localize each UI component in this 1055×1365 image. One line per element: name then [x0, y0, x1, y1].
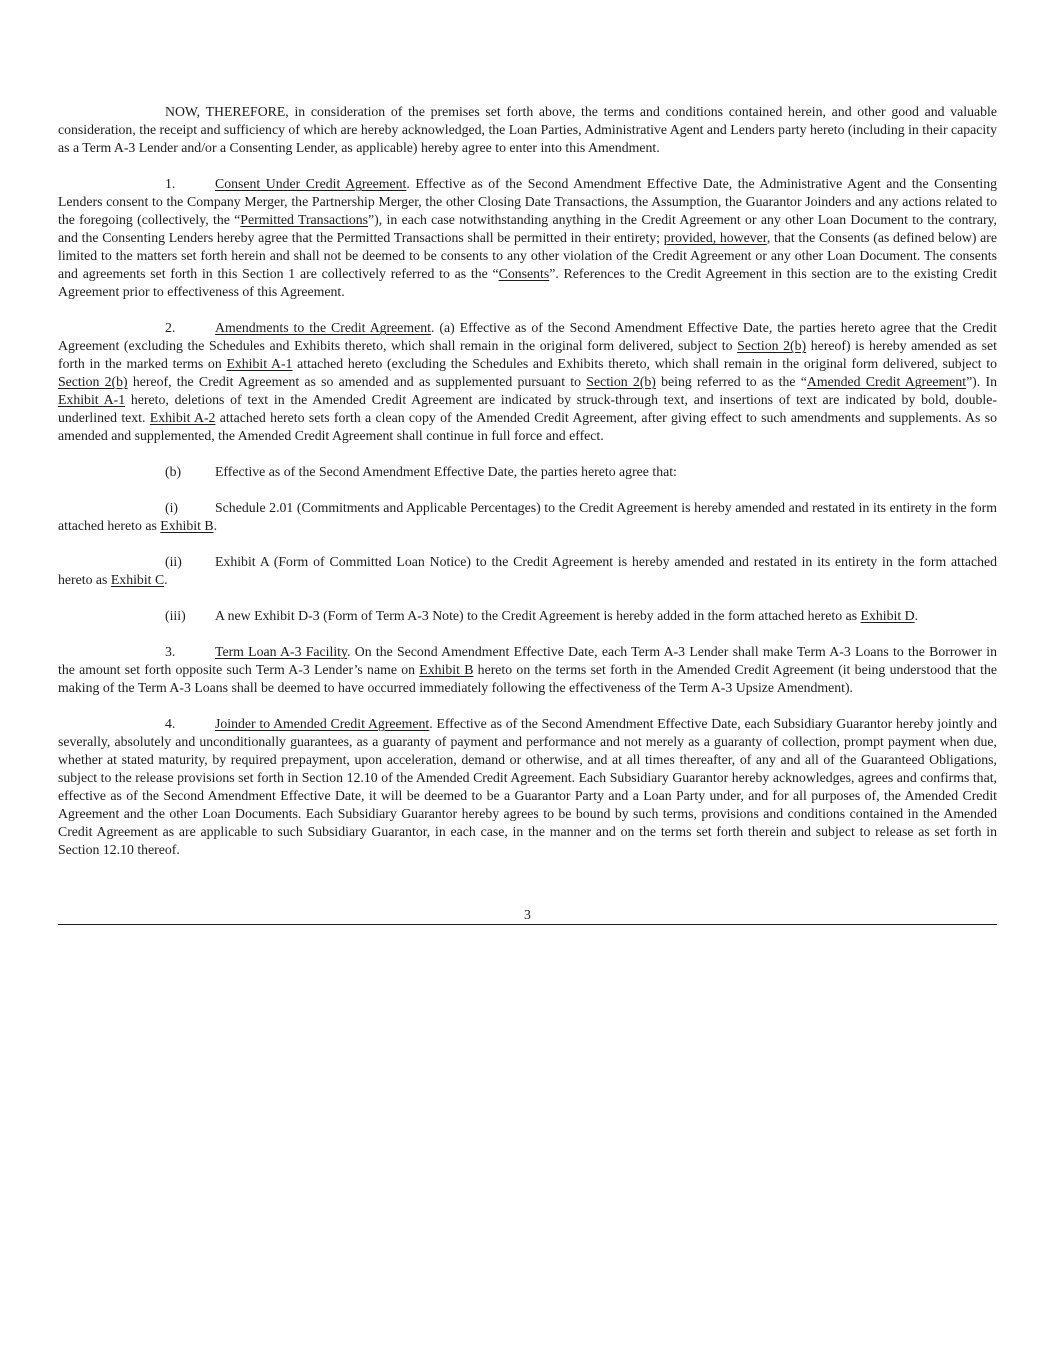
- item-iii-text: A new Exhibit D-3 (Form of Term A-3 Note) to the Credit Agreement is hereby added in the form attached hereto as: [215, 608, 861, 623]
- section-4-text: . Effective as of the Second Amendment Effective Date, each Subsidiary Guarantor hereby jointly and severally, absolutely and unconditionally guarantees, as a guaranty of payment and performance and not merely as a guaranty of collection, prompt payment when due, whether at stated maturity, by required prepayment, upon acceleration, demand or otherwise, and at all times thereafter, of any and all of the Guaranteed Obligations, subject to the release provisions set forth in Section 12.10 of the Amended Credit Agreement. Each Subsidiary Guarantor hereby acknowledges, agrees and confirms that, effective as of the Second Amendment Effective Date, it will be deemed to be a Guarantor Party and a Loan Party under, and for all purposes of, the Amended Credit Agreement and the other Loan Documents. Each Subsidiary Guarantor hereby agrees to be bound by such terms, provisions and conditions contained in the Amended Credit Agreement as are applicable to such Subsidiary Guarantor, in each case, in the manner and on the terms set forth therein and subject to release as set forth in Section 12.10 thereof.: [58, 716, 997, 857]
- section-2-text: hereto, deletions of text in the Amended Credit Agreement are indicated by struck-through text, and insertions of text are indicated by bold, double-underlined text.: [58, 392, 997, 425]
- consents-term: Consents: [498, 266, 550, 281]
- section-1-text: ”), in each case notwithstanding anything in the Credit Agreement or any other Loan Document to the contrary, and the Consenting Lenders hereby agree that the Permitted Transactions shall be permitted in their entirety;: [58, 212, 997, 245]
- section-1-text: , that the Consents (as defined below) are limited to the matters set forth herein and shall not be deemed to be consents to any other violation of the Credit Agreement or any other Loan Document. The consents and agreements set forth in this Section 1 are collectively referred to as the “: [58, 230, 998, 281]
- exhibit-a2-reference: Exhibit A-2: [149, 410, 216, 425]
- item-ii-paragraph: [58, 553, 997, 589]
- page-footer: [58, 906, 997, 925]
- section-3-heading: Term Loan A-3 Facility: [215, 644, 348, 659]
- section-3-text: . On the Second Amendment Effective Date, each Term A-3 Lender shall make Term A-3 Loans to the Borrower in the amount set forth opposite such Term A-3 Lender’s name on: [58, 644, 997, 677]
- section-1-number: 1.: [165, 176, 176, 191]
- section-2-text: being referred to as the “: [655, 374, 807, 389]
- item-ii-text: Exhibit A (Form of Committed Loan Notice) to the Credit Agreement is hereby amended and restated in its entirety in the form attached hereto as: [58, 554, 997, 587]
- item-iii-label: (iii): [165, 608, 186, 623]
- section-3-number: 3.: [165, 644, 176, 659]
- section-1-heading: Consent Under Credit Agreement: [215, 176, 407, 191]
- proviso-term: provided, however: [663, 230, 767, 245]
- item-i-text: Schedule 2.01 (Commitments and Applicable Percentages) to the Credit Agreement is hereby amended and restated in its entirety in the form attached hereto as: [58, 500, 997, 533]
- section-1-text: . Effective as of the Second Amendment Effective Date, the Administrative Agent and the Consenting Lenders consent to the Company Merger, the Partnership Merger, the other Closing Date Transactions, the Assumption, the Guarantor Joinders and any actions related to the foregoing (collectively, the “: [58, 176, 997, 227]
- exhibit-b-reference: Exhibit B: [160, 518, 214, 533]
- item-ii-label: (ii): [165, 554, 182, 569]
- section-2-text: attached hereto (excluding the Schedules and Exhibits thereto, which shall remain in the original form delivered, subject to: [292, 356, 997, 371]
- exhibit-a1-reference: Exhibit A-1: [58, 392, 126, 407]
- section-2-text: attached hereto sets forth a clean copy of the Amended Credit Agreement, after giving effect to such amendments and supplements. As so amended and supplemented, the Amended Credit Agreement shall continue in full force and effect.: [58, 410, 997, 443]
- footer-divider: [58, 924, 997, 925]
- section-2b-label: (b): [165, 464, 182, 479]
- intro-paragraph: [58, 103, 997, 157]
- section-1-text: ”. References to the Credit Agreement in this section are to the existing Credit Agreement prior to effectiveness of this Agreement.: [58, 266, 997, 299]
- section-2-text: . (a) Effective as of the Second Amendment Effective Date, the parties hereto agree that the Credit Agreement (excluding the Schedules and Exhibits thereto, which shall remain in the original form delivered, subject to: [58, 320, 997, 353]
- section-2-text: hereof, the Credit Agreement as so amended and as supplemented pursuant to: [127, 374, 587, 389]
- item-i-label: (i): [165, 500, 179, 515]
- section-2-heading: Amendments to the Credit Agreement: [215, 320, 431, 335]
- section-2b-paragraph: [58, 463, 997, 481]
- item-ii-text: .: [164, 572, 168, 587]
- section-reference: Section 2(b): [737, 338, 807, 353]
- item-i-text: .: [213, 518, 218, 533]
- intro-text: NOW, THEREFORE, in consideration of the premises set forth above, the terms and conditions contained herein, and other good and valuable consideration, the receipt and sufficiency of which are hereby acknowledged, the Loan Parties, Administrative Agent and Lenders party hereto (including in their capacity as a Term A-3 Lender and/or a Consenting Lender, as applicable) hereby agree to enter into this Amendment.: [58, 104, 997, 155]
- page-number: 3: [524, 907, 531, 922]
- item-iii-text: .: [914, 608, 919, 623]
- section-4-paragraph: [58, 715, 997, 859]
- permitted-transactions-term: Permitted Transactions: [240, 212, 369, 227]
- exhibit-c-reference: Exhibit C: [110, 572, 165, 587]
- section-3-paragraph: [58, 643, 997, 697]
- section-2-text: hereof) is hereby amended as set forth in the marked terms on: [58, 338, 997, 371]
- section-2-text: ”). In: [966, 374, 997, 389]
- item-i-paragraph: [58, 499, 997, 535]
- item-iii-paragraph: [58, 607, 997, 625]
- section-3-text: hereto on the terms set forth in the Amended Credit Agreement (it being understood that the making of the Term A-3 Loans shall be deemed to have occurred immediately following the effectiveness of the Term A-3 Upsize Amendment).: [58, 662, 998, 695]
- exhibit-a1-reference: Exhibit A-1: [226, 356, 293, 371]
- section-2b-text: Effective as of the Second Amendment Effective Date, the parties hereto agree that:: [215, 464, 677, 479]
- section-4-heading: Joinder to Amended Credit Agreement: [215, 716, 430, 731]
- document-page: [58, 103, 997, 859]
- section-2-paragraph: [58, 319, 997, 445]
- amended-credit-agreement-term: Amended Credit Agreement: [806, 374, 967, 389]
- section-1-paragraph: [58, 175, 997, 301]
- exhibit-d-reference: Exhibit D: [860, 608, 915, 623]
- section-reference: Section 2(b): [586, 374, 656, 389]
- section-2-number: 2.: [165, 320, 176, 335]
- exhibit-b-reference: Exhibit B: [419, 662, 474, 677]
- section-reference: Section 2(b): [58, 374, 128, 389]
- section-4-number: 4.: [165, 716, 176, 731]
